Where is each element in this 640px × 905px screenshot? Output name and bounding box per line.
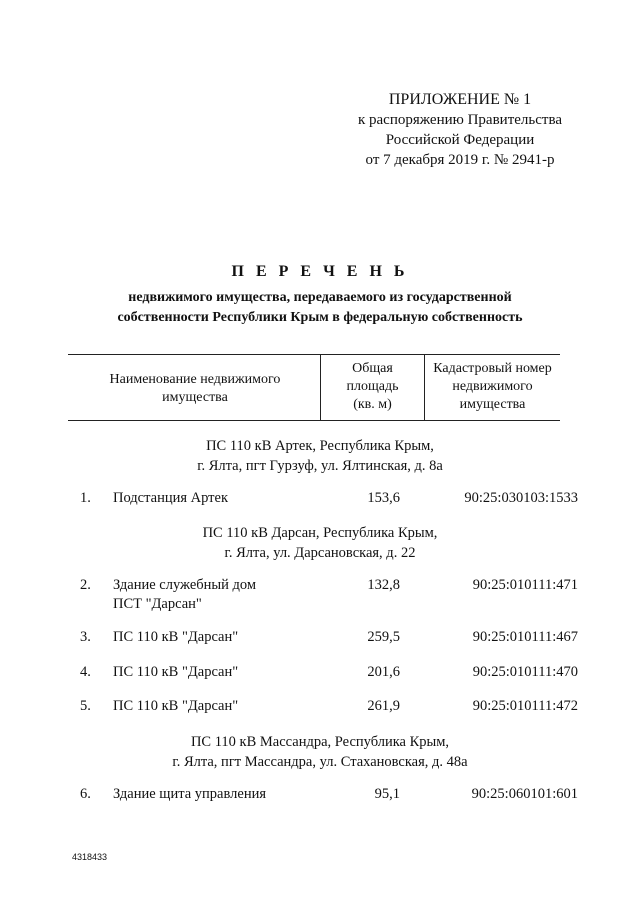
row-2-number: 2. — [80, 577, 91, 593]
group-1-line-1: ПС 110 кВ Артек, Республика Крым, — [206, 438, 434, 454]
row-6-area: 95,1 — [374, 786, 400, 802]
group-3-line-1: ПС 110 кВ Массандра, Республика Крым, — [190, 734, 450, 750]
header-area-line-3: (кв. м) — [353, 397, 392, 412]
group-heading — [110, 436, 530, 476]
row-1-area: 153,6 — [367, 490, 400, 506]
header-area-line-1: Общая — [352, 361, 393, 376]
row-3-cadastral: 90:25:010111:467 — [472, 629, 578, 645]
row-6-number: 6. — [80, 786, 91, 802]
table-header-bottom-rule — [68, 420, 560, 421]
row-5-cadastral: 90:25:010111:472 — [472, 698, 578, 714]
row-1-name: Подстанция Артек — [113, 490, 228, 506]
row-1-number: 1. — [80, 490, 91, 506]
document-title: П Е Р Е Ч Е Н Ь — [231, 263, 409, 280]
row-6-cadastral: 90:25:060101:601 — [471, 786, 578, 802]
row-3-name: ПС 110 кВ "Дарсан" — [113, 629, 239, 645]
header-name-line-2: имущества — [162, 390, 228, 405]
header-cad-line-2: недвижимого — [452, 379, 533, 394]
group-heading — [110, 523, 530, 563]
row-6-name: Здание щита управления — [113, 786, 267, 802]
row-4-cadastral: 90:25:010111:470 — [472, 664, 578, 680]
row-3-area: 259,5 — [367, 629, 400, 645]
row-2-name — [113, 576, 313, 614]
row-1-cadastral: 90:25:030103:1533 — [464, 490, 578, 506]
row-2-area: 132,8 — [367, 577, 400, 593]
group-3-line-2: г. Ялта, пгт Массандра, ул. Стахановская, д. 48а — [172, 754, 468, 770]
header-area-line-2: площадь — [346, 379, 399, 394]
appendix-line-3: от 7 декабря 2019 г. № 2941-р — [365, 152, 555, 168]
group-2-line-2: г. Ялта, ул. Дарсановская, д. 22 — [224, 545, 416, 561]
row-2-name-line-1: Здание служебный дом — [113, 577, 257, 593]
header-name-line-1: Наименование недвижимого — [109, 372, 281, 387]
appendix-line-1: к распоряжению Правительства — [357, 112, 562, 128]
row-5-number: 5. — [80, 698, 91, 714]
group-1-line-2: г. Ялта, пгт Гурзуф, ул. Ялтинская, д. 8а — [197, 458, 443, 474]
group-heading — [110, 732, 530, 772]
row-4-name: ПС 110 кВ "Дарсан" — [113, 664, 239, 680]
row-5-area: 261,9 — [367, 698, 400, 714]
document-subtitle — [60, 288, 580, 328]
subtitle-line-2: собственности Республики Крым в федеральную собственность — [117, 310, 523, 325]
row-4-number: 4. — [80, 664, 91, 680]
header-cad-line-3: имущества — [459, 397, 526, 412]
appendix-block — [330, 90, 590, 170]
row-2-cadastral: 90:25:010111:471 — [472, 577, 578, 593]
row-5-name: ПС 110 кВ "Дарсан" — [113, 698, 239, 714]
appendix-line-2: Российской Федерации — [385, 132, 535, 148]
subtitle-line-1: недвижимого имущества, передаваемого из государственной — [128, 290, 512, 305]
header-area — [321, 360, 424, 414]
row-4-area: 201,6 — [367, 664, 400, 680]
header-cadastral — [425, 360, 560, 414]
appendix-heading: ПРИЛОЖЕНИЕ № 1 — [388, 91, 532, 108]
header-name — [70, 371, 320, 407]
document-code: 4318433 — [72, 852, 108, 862]
table-top-rule — [68, 354, 560, 355]
row-2-name-line-2: ПСТ "Дарсан" — [113, 596, 202, 612]
row-3-number: 3. — [80, 629, 91, 645]
group-2-line-1: ПС 110 кВ Дарсан, Республика Крым, — [202, 525, 438, 541]
header-cad-line-1: Кадастровый номер — [433, 361, 552, 376]
